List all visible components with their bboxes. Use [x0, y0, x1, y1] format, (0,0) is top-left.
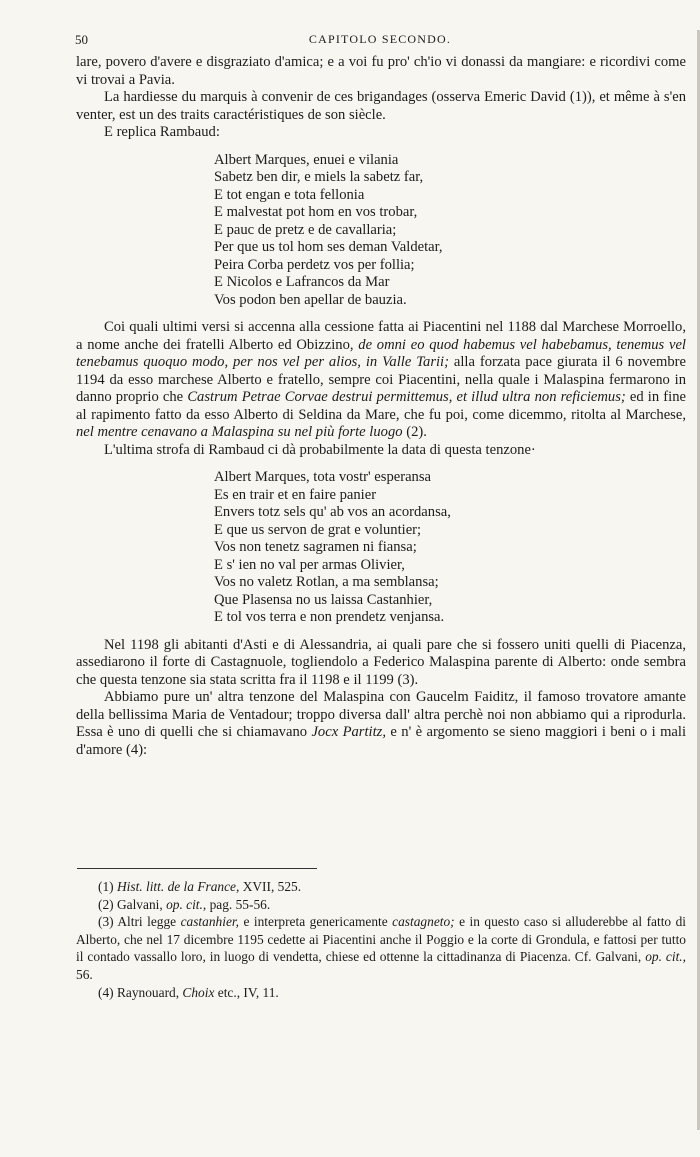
- page-number: 50: [75, 32, 88, 47]
- verse-stanza-2: [214, 469, 686, 627]
- verse-line: E pauc de pretz e de cavallaria;: [214, 221, 397, 238]
- paragraph-1198: Nel 1198 gli abitanti d'Asti e di Alessandria, ai quali pare che si fossero uniti quelli di Piacenza, assediarono il forte di Castagnuole, togliendolo a Federico Malaspina parente di Alberto: onde sembra che questa tenzone sia stata scritta fra il 1198 e il 1199 (3).: [76, 636, 686, 688]
- paragraph-replica: E replica Rambaud:: [104, 124, 220, 140]
- footnote-2: (2) Galvani, op. cit., pag. 55-56.: [98, 896, 271, 912]
- italian-quote: nel mentre cenavano a Malaspina su nel più forte luogo: [76, 424, 403, 440]
- verse-line: Envers totz sels qu' ab vos an acordansa,: [214, 504, 451, 520]
- verse-line: Per que us tol hom ses deman Valdetar,: [214, 239, 443, 255]
- verse-line: E malvestat pot hom en vos trobar,: [214, 204, 418, 220]
- footnotes: [76, 878, 686, 1001]
- footnote-rule: [77, 868, 317, 869]
- verse-line: E Nicolos e Lafrancos da Mar: [214, 274, 390, 290]
- verse-line: Que Plasensa no us laissa Castanhier,: [214, 591, 433, 608]
- verse-line: Sabetz ben dir, e miels la sabetz far,: [214, 169, 424, 185]
- verse-line: E tot engan e tota fellonia: [214, 186, 365, 203]
- latin-quote: de omni eo quod habemus vel habebamus, tenemus vel tenebamus quoquo modo, per nos vel per alios, in Valle Tarii;: [76, 336, 686, 370]
- footnote-3: (3) Altri legge castanhier, e interpreta genericamente castagneto; e in questo caso si alluderebbe al fatto di Alberto, che nel 17 dicembre 1195 cedette ai Piacentini anche il Poggio e la corte di Grondula, e fattosi per tutto il contado vassallo loro, in luogo di vendetta, chiese ed ottenne la cittadinanza di Piacenza. Cf. Galvani, op. cit., 56.: [76, 914, 686, 982]
- footnote-1: (1) Hist. litt. de la France, XVII, 525.: [98, 879, 302, 894]
- paragraph-altra-tenzone: Abbiamo pure un' altra tenzone del Malaspina con Gaucelm Faiditz, il famoso trovatore amante della bellissima Maria de Ventadour; troppo diversa dall' altra perchè noi non abbiamo qui a riprodurla. Essa è uno di quelli che si chiamavano Jocx Partitz, e n' è argomento se sieno maggiori i beni o i mali d'amore (4):: [76, 689, 687, 758]
- paragraph-last-strophe: L'ultima strofa di Rambaud ci dà probabilmente la data di questa tenzone·: [104, 441, 536, 458]
- paragraph-commentary: Coi quali ultimi versi si accenna alla cessione fatta ai Piacentini nel 1188 dal Marchese Morroello, a nome anche dei fratelli Alberto ed Obizzino, de omni eo quod habemus vel habebamus, tenemus vel tenebamus quoquo modo, per nos vel per alios, in Valle Tarii; alla forzata pace giurata il 6 novembre 1194 da esso marchese Alberto e fratello, sempre coi Piacentini, nella quale i Malaspina fermarono in danno proprio che Castrum Petrae Corvae destrui permittemus, et illud ultra non reficiemus; ed in fine al rapimento fatto da esso Alberto di Seldina da Mare, che fu poi, come dicemmo, ritolta al Marchese, nel mentre cenavano a Malaspina su nel più forte luogo (2).: [76, 319, 686, 440]
- genre-term: Jocx Partitz,: [311, 724, 386, 740]
- verse-line: Albert Marques, tota vostr' esperansa: [214, 469, 432, 485]
- footnote-4: (4) Raynouard, Choix etc., IV, 11.: [98, 984, 279, 1000]
- paragraph-continued: lare, povero d'avere e disgraziato d'amica; e a voi fu pro' ch'io vi donassi da mangiare: e ricordivi come vi trovai a Pavia.: [76, 54, 686, 88]
- verse-line: Peira Corba perdetz vos per follia;: [214, 256, 415, 273]
- verse-stanza-1: [214, 152, 686, 310]
- verse-line: Es en trair et en faire panier: [214, 486, 377, 503]
- verse-line: E s' ien no val per armas Olivier,: [214, 556, 405, 573]
- running-head: CAPITOLO SECONDO.: [308, 32, 452, 46]
- verse-line: E que us servon de grat e voluntier;: [214, 521, 422, 538]
- verse-line: Vos non tenetz sagramen ni fiansa;: [214, 539, 417, 555]
- paragraph-quote-david: La hardiesse du marquis à convenir de ces brigandages (osserva Emeric David (1)), et même à s'en venter, est un des traits caractéristiques de son siècle.: [76, 89, 686, 123]
- verse-line: Vos no valetz Rotlan, a ma semblansa;: [214, 574, 439, 590]
- main-text: [76, 54, 686, 759]
- page-header: [75, 32, 685, 50]
- verse-line: E tol vos terra e non prendetz venjansa.: [214, 609, 445, 625]
- latin-quote: Castrum Petrae Corvae destrui permittemus, et illud ultra non reficiemus;: [187, 389, 626, 405]
- verse-line: Vos podon ben apellar de bauzia.: [214, 291, 407, 308]
- verse-line: Albert Marques, enuei e vilania: [214, 151, 399, 168]
